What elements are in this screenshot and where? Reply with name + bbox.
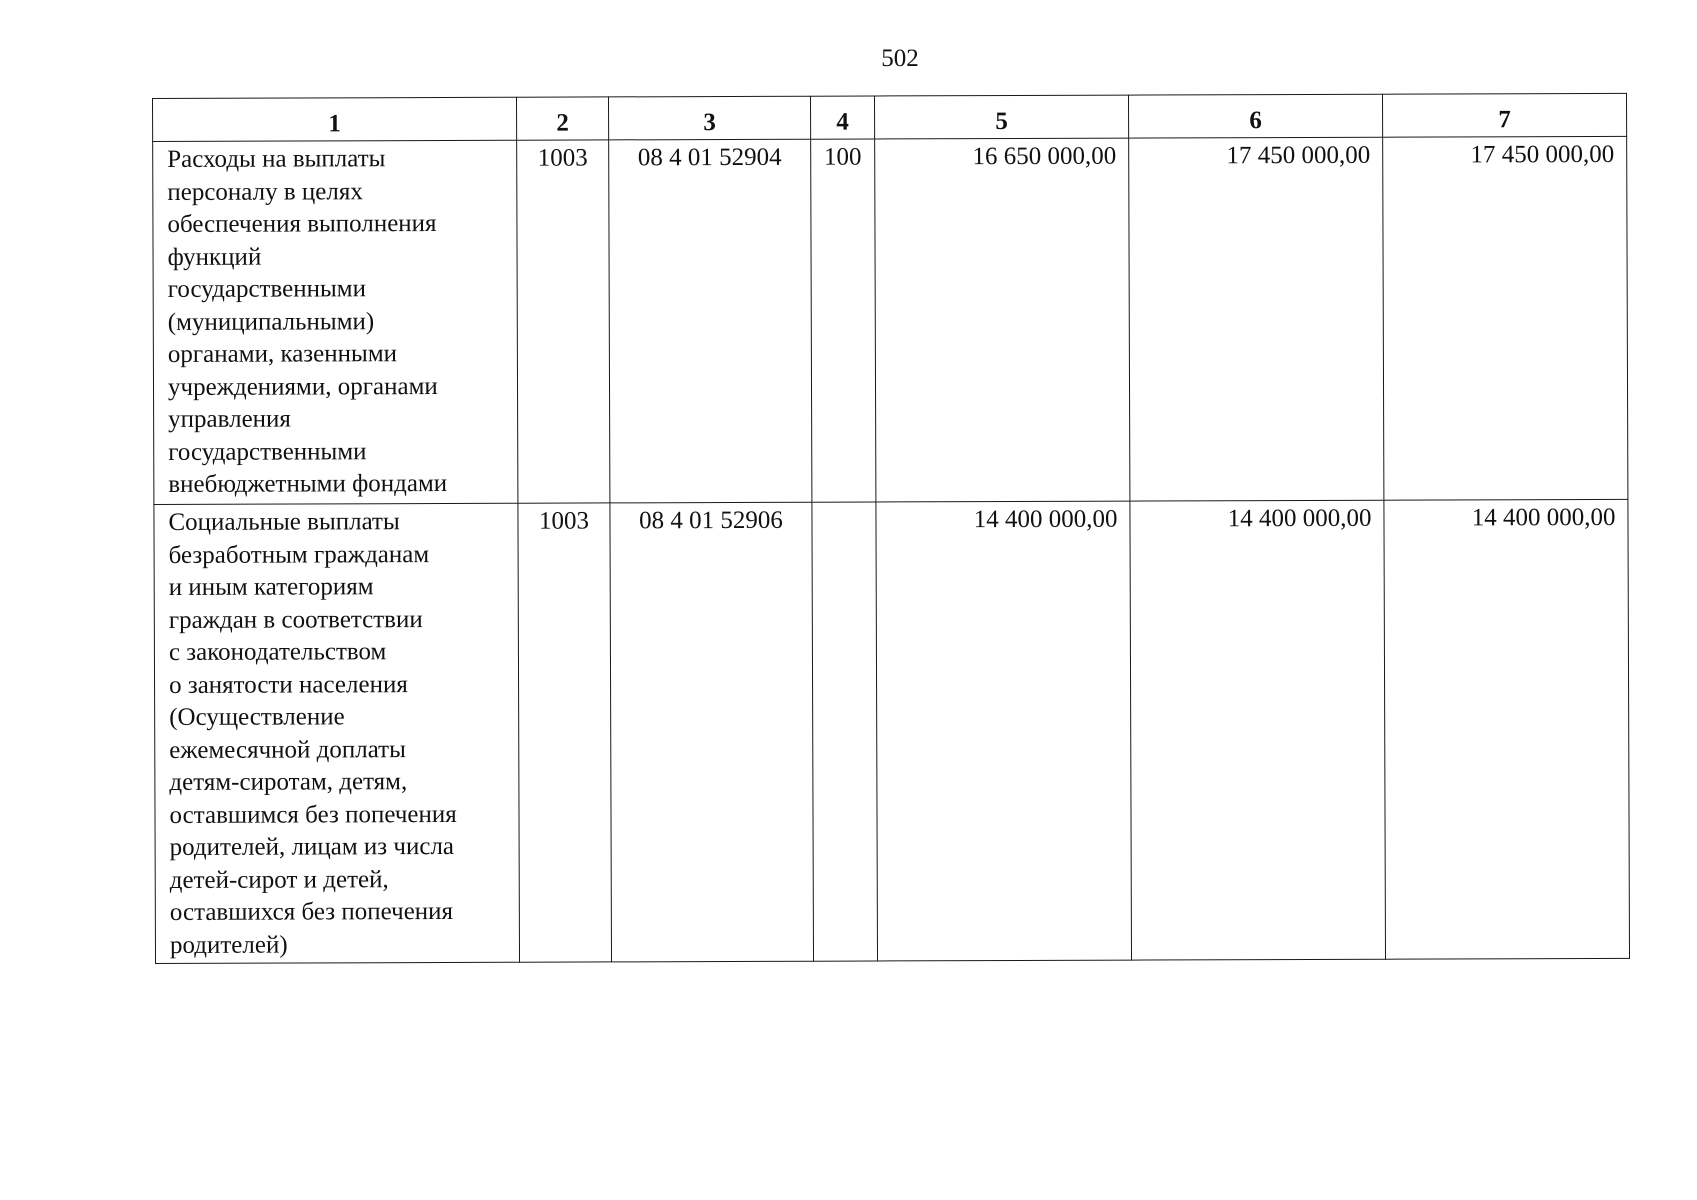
header-col-2: 2: [516, 97, 608, 140]
row-amount-col-6: 14 400 000,00: [1130, 500, 1386, 960]
row-amount-col-7: 14 400 000,00: [1384, 499, 1630, 959]
header-col-3: 3: [608, 96, 810, 140]
row-section-code: 1003: [518, 503, 612, 962]
row-expense-type: 100: [811, 139, 876, 502]
description-line: о занятости населения: [169, 670, 408, 699]
description-line: родителей): [169, 931, 288, 959]
description-line: родителей, лицам из числа: [169, 832, 455, 861]
description-line: Расходы на выплаты: [167, 145, 386, 173]
description-line: органами, казенными: [167, 340, 398, 368]
row-description: [154, 503, 520, 963]
page-number: 502: [881, 45, 919, 72]
row-target-code: 08 4 01 52904: [609, 139, 812, 503]
description-line: граждан в соответствии: [168, 605, 423, 634]
header-col-7: 7: [1382, 93, 1626, 137]
description-line: оставшихся без попечения: [169, 897, 454, 926]
header-col-5: 5: [874, 95, 1128, 139]
description-line: Социальные выплаты: [168, 508, 400, 536]
row-section-code: 1003: [517, 140, 610, 503]
row-expense-type: [812, 502, 878, 961]
row-amount-col-5: 14 400 000,00: [876, 501, 1132, 961]
description-line: оставшимся без попечения: [169, 800, 457, 829]
description-line: ежемесячной доплаты: [169, 735, 406, 764]
row-amount-col-6: 17 450 000,00: [1129, 137, 1384, 501]
description-line: государственными: [167, 275, 367, 303]
row-description: [153, 140, 518, 504]
description-line: функций: [167, 243, 262, 271]
description-line: (муниципальными): [167, 307, 375, 336]
description-line: и иным категориям: [168, 573, 374, 601]
description-line: безработным гражданам: [168, 540, 430, 569]
header-col-1: 1: [153, 97, 517, 141]
row-target-code: 08 4 01 52906: [610, 502, 814, 962]
table-row: [153, 136, 1628, 504]
description-line: учреждениями, органами: [167, 372, 438, 401]
description-line: (Осуществление: [169, 703, 345, 731]
row-amount-col-5: 16 650 000,00: [875, 138, 1130, 502]
description-line: с законодательством: [168, 638, 387, 666]
description-line: обеспечения выполнения: [167, 210, 437, 238]
budget-table: [152, 93, 1630, 964]
row-amount-col-7: 17 450 000,00: [1383, 136, 1628, 500]
description-line: персоналу в целях: [167, 177, 363, 206]
header-col-6: 6: [1128, 94, 1382, 138]
description-line: управления: [168, 405, 291, 433]
table-row: [154, 499, 1630, 963]
header-col-4: 4: [810, 96, 874, 139]
description-line: внебюджетными фондами: [168, 469, 448, 498]
description-line: детям-сиротам, детям,: [169, 768, 408, 796]
description-line: государственными: [168, 437, 367, 466]
description-line: детей-сирот и детей,: [169, 865, 389, 894]
header-row: [153, 93, 1627, 141]
